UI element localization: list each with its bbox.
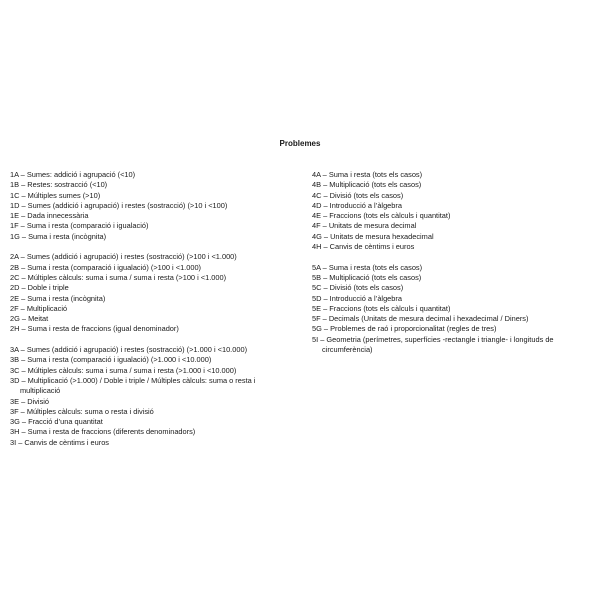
- list-item: 4H – Canvis de cèntims i euros: [312, 242, 415, 252]
- list-item: 3H – Suma i resta de fraccions (diferents denominadors): [10, 427, 196, 437]
- list-item: 4B – Multiplicació (tots els casos): [312, 180, 422, 190]
- list-item: 3I – Canvis de cèntims i euros: [10, 437, 109, 447]
- list-item: 5G – Problemes de raó i proporcionalitat (regles de tres): [312, 324, 497, 334]
- list-item: 2C – Múltiples càlculs: suma i suma / suma i resta (>100 i <1.000): [10, 272, 227, 282]
- list-item: 1E – Dada innecessària: [10, 211, 89, 221]
- list-item: 5F – Decimals (Unitats de mesura decimal i hexadecimal / Diners): [312, 314, 529, 324]
- list-item: 2A – Sumes (addició i agrupació) i restes (sostracció) (>100 i <1.000): [10, 252, 237, 262]
- list-item: 4D – Introducció a l’àlgebra: [312, 200, 402, 210]
- list-item: 1F – Suma i resta (comparació i igualació): [10, 221, 149, 231]
- left-column: [10, 170, 305, 458]
- list-item: 1B – Restes: sostracció (<10): [10, 180, 108, 190]
- list-item: 4E – Fraccions (tots els càlculs i quantitat): [312, 211, 451, 221]
- list-item: 2F – Multiplicació: [10, 303, 68, 313]
- group-level-5: [312, 263, 597, 356]
- list-item: 3D – Multiplicació (>1.000) / Doble i triple / Múltiples càlculs: suma o resta i multiplicació: [10, 375, 256, 396]
- list-item: 2H – Suma i resta de fraccions (igual denominador): [10, 324, 179, 334]
- list-item: 4F – Unitats de mesura decimal: [312, 221, 417, 231]
- list-item: 3B – Suma i resta (comparació i igualació) (>1.000 i <10.000): [10, 355, 212, 365]
- page-title: Problemes: [279, 139, 321, 148]
- right-column: [312, 170, 597, 366]
- list-item: 5D – Introducció a l’àlgebra: [312, 293, 402, 303]
- list-item: 4C – Divisió (tots els casos): [312, 190, 404, 200]
- list-item: 4G – Unitats de mesura hexadecimal: [312, 231, 434, 241]
- list-item: 1D – Sumes (addició i agrupació) i restes (sostracció) (>10 i <100): [10, 200, 228, 210]
- list-item: 5C – Divisió (tots els casos): [312, 283, 404, 293]
- list-item: 1C – Múltiples sumes (>10): [10, 190, 101, 200]
- group-level-2: [10, 252, 305, 334]
- list-item: 2G – Meitat: [10, 314, 49, 324]
- list-item: 1A – Sumes: addició i agrupació (<10): [10, 170, 136, 179]
- group-level-4: [312, 170, 597, 252]
- list-item: 2B – Suma i resta (comparació i igualació) (>100 i <1.000): [10, 262, 202, 272]
- list-item: 5E – Fraccions (tots els càlculs i quantitat): [312, 303, 451, 313]
- list-item: 3G – Fracció d’una quantitat: [10, 417, 103, 427]
- list-item: 2D – Doble i triple: [10, 283, 69, 293]
- list-item: 1G – Suma i resta (incògnita): [10, 231, 107, 241]
- group-level-1: [10, 170, 305, 242]
- list-item: 3A – Sumes (addició i agrupació) i restes (sostracció) (>1.000 i <10.000): [10, 345, 248, 355]
- list-item: 3C – Múltiples càlculs: suma i suma / suma i resta (>1.000 i <10.000): [10, 365, 237, 375]
- list-item: 3F – Múltiples càlculs: suma o resta i divisió: [10, 406, 154, 416]
- list-item: 3E – Divisió: [10, 396, 50, 406]
- list-item: 2E – Suma i resta (incògnita): [10, 293, 106, 303]
- list-item: 5B – Multiplicació (tots els casos): [312, 272, 422, 282]
- list-item: 5A – Suma i resta (tots els casos): [312, 262, 423, 272]
- list-item: 5I – Geometria (perímetres, superfícies -rectangle i triangle- i longituds de circumferència): [312, 334, 554, 355]
- list-item: 4A – Suma i resta (tots els casos): [312, 170, 423, 179]
- group-level-3: [10, 345, 305, 448]
